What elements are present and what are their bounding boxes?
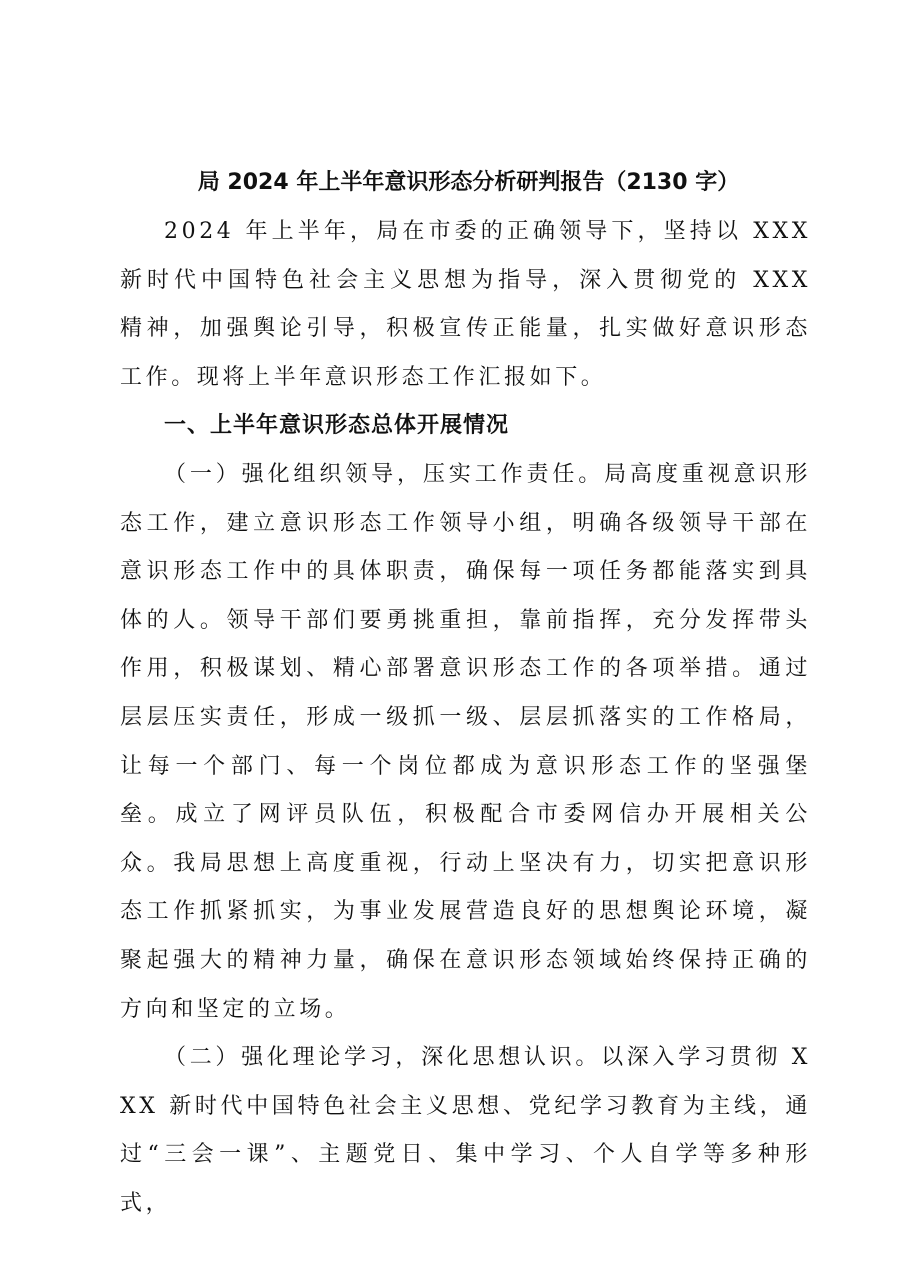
document-title: 局 2024 年上半年意识形态分析研判报告（2130 字） xyxy=(197,170,740,195)
item-2-body: 以深入学习贯彻 XXX 新时代中国特色社会主义思想、党纪学习教育为主线，通过“三会一课”、主题党日、集中学习、个人自学等多种形式， xyxy=(120,1045,811,1216)
intro-paragraph: 2024 年上半年，局在市委的正确领导下，坚持以 XXX 新时代中国特色社会主义思想为指导，深入贯彻党的 XXX 精神，加强舆论引导，积极宣传正能量，扎实做好意识形态工作。现将上半年意识形态工作汇报如下。 xyxy=(120,219,811,390)
section-heading-1: 一、上半年意识形态总体开展情况 xyxy=(164,413,510,439)
paragraph-item-2 xyxy=(120,1034,811,1228)
paragraph-item-1 xyxy=(120,451,811,1034)
item-2-lead: （二）强化理论学习，深化思想认识。 xyxy=(164,1045,602,1071)
item-1-body: 局高度重视意识形态工作，建立意识形态工作领导小组，明确各级领导干部在意识形态工作中的具体职责，确保每一项任务都能落实到具体的人。领导干部们要勇挑重担，靠前指挥，充分发挥带头作用，积极谋划、精心部署意识形态工作的各项举措。通过层层压实责任，形成一级抓一级、层层抓落实的工作格局，让每一个部门、每一个岗位都成为意识形态工作的坚强堡垒。成立了网评员队伍，积极配合市委网信办开展相关公众。我局思想上高度重视，行动上坚决有力，切实把意识形态工作抓紧抓实，为事业发展营造良好的思想舆论环境，凝聚起强大的精神力量，确保在意识形态领域始终保持正确的方向和坚定的立场。 xyxy=(120,461,811,1022)
item-1-lead: （一）强化组织领导，压实工作责任。 xyxy=(164,461,605,487)
